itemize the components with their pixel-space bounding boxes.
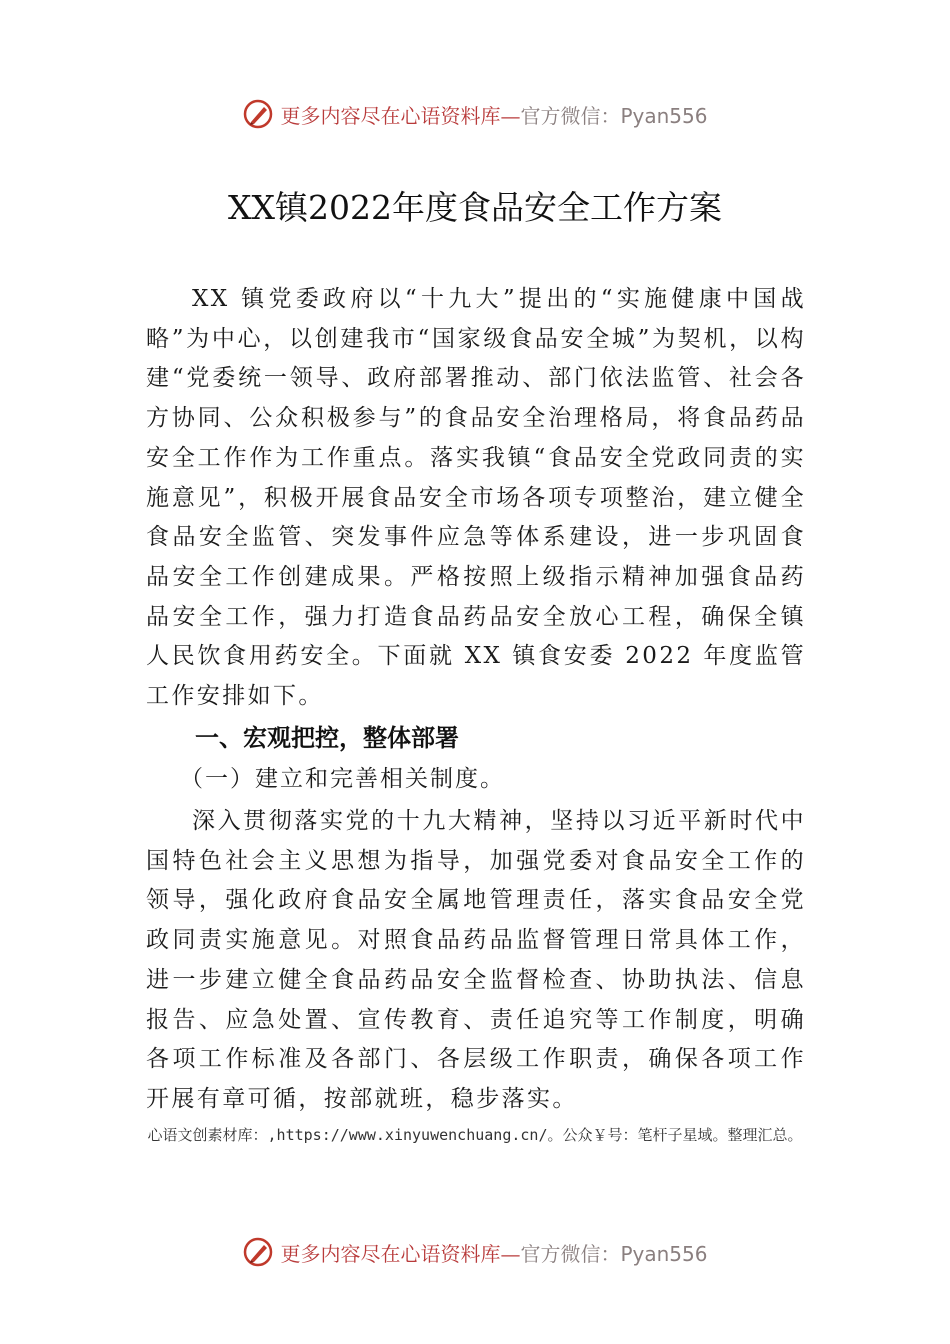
source-note: 心语文创素材库：,https://www.xinyuwenchuang.cn/。公众￥号：笔杆子星域。整理汇总。 [147,1126,803,1144]
banner-gray-text: 官方微信：Pyan556 [520,103,708,128]
pen-logo-icon [242,1236,274,1268]
banner-red-text: 更多内容尽在心语资料库— [280,1241,521,1266]
banner-red-text: 更多内容尽在心语资料库— [280,103,521,128]
subsection-heading-1: （一）建立和完善相关制度。 [180,766,505,792]
pen-logo-icon [242,98,274,130]
footer-watermark-banner [0,1232,950,1272]
section-heading-1: 一、宏观把控，整体部署 [195,724,459,752]
paragraph-section-1: 深入贯彻落实党的十九大精神，坚持以习近平新时代中国特色社会主义思想为指导，加强党委对食品安全工作的领导，强化政府食品安全属地管理责任，落实食品安全党政同责实施意见。对照食品药品监督管理日常具体工作，进一步建立健全食品药品安全监督检查、协助执法、信息报告、应急处置、宣传教育、责任追究等工作制度，明确各项工作标准及各部门、各层级工作职责，确保各项工作开展有章可循，按部就班，稳步落实。 [146,808,806,1112]
header-watermark-banner [0,94,950,134]
banner-gray-text: 官方微信：Pyan556 [520,1241,708,1266]
paragraph-intro: XX 镇党委政府以“十九大”提出的“实施健康中国战略”为中心，以创建我市“国家级食品安全城”为契机，以构建“党委统一领导、政府部署推动、部门依法监管、社会各方协同、公众积极参与”的食品安全治理格局，将食品药品安全工作作为工作重点。落实我镇“食品安全党政同责的实施意见”，积极开展食品安全市场各项专项整治，建立健全食品安全监管、突发事件应急等体系建设，进一步巩固食品安全工作创建成果。严格按照上级指示精神加强食品药品安全工作，强力打造食品药品安全放心工程，确保全镇人民饮食用药安全。下面就 XX 镇食安委 2022 年度监管工作安排如下。 [146,286,806,710]
document-title: XX镇2022年度食品安全工作方案 [228,188,722,227]
